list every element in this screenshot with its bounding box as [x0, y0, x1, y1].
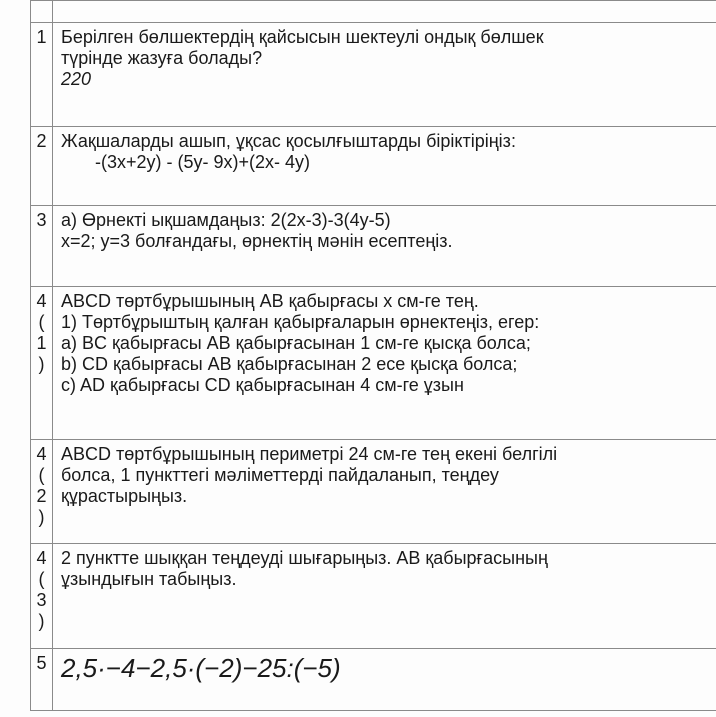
task-line: ABCD төртбұрышының AB қабырғасы x см-ге тең. [61, 291, 479, 311]
task-number: 2 [31, 127, 53, 206]
task-line: 2 пунктте шыққан теңдеуді шығарыңыз. AB қабырғасының [61, 548, 548, 568]
task-number: 4 ( 3 ) [31, 544, 53, 649]
table-row [31, 440, 716, 544]
task-table [30, 0, 716, 711]
task-line: c) AD қабырғасы CD қабырғасынан 4 см-ге ұзын [61, 375, 464, 395]
task-text [53, 206, 716, 287]
task-line: x=2; y=3 болғандағы, өрнектің мәнін есептеңіз. [61, 231, 453, 251]
table-row [31, 287, 716, 440]
task-line: Жақшаларды ашып, ұқсас қосылғыштарды біріктіріңіз: [61, 131, 516, 151]
task-line: ұзындығын табыңыз. [61, 569, 237, 589]
left-margin [0, 0, 30, 717]
task-text [53, 544, 716, 649]
task-line: түрінде жазуға болады? [61, 48, 263, 68]
table-header-row [31, 1, 716, 23]
task-line: а) BC қабырғасы AB қабырғасынан 1 см-ге қысқа болса; [61, 333, 531, 353]
table-row [31, 23, 716, 127]
header-content-cell [53, 1, 716, 23]
table-row [31, 649, 716, 711]
table-row [31, 127, 716, 206]
task-expression: -(3x+2y) - (5y- 9x)+(2x- 4y) [95, 152, 311, 172]
task-line: құрастырыңыз. [61, 486, 188, 506]
task-line: 1) Төртбұрыштың қалған қабырғаларын өрнектеңіз, егер: [61, 312, 540, 332]
task-number: 3 [31, 206, 53, 287]
task-number: 1 [31, 23, 53, 127]
arithmetic-expression: 2,5·−4−2,5·(−2)−25:(−5) [61, 653, 341, 683]
task-number: 5 [31, 649, 53, 711]
task-text [53, 440, 716, 544]
task-line: b) CD қабырғасы AB қабырғасынан 2 есе қысқа болса; [61, 354, 518, 374]
header-number-cell [31, 1, 53, 23]
task-text [53, 649, 716, 711]
task-text [53, 127, 716, 206]
task-text [53, 23, 716, 127]
task-number: 4 ( 1 ) [31, 287, 53, 440]
task-line: Берілген бөлшектердің қайсысын шектеулі ондық бөлшек [61, 27, 544, 47]
table-row [31, 544, 716, 649]
fraction-value: 220 [61, 69, 92, 89]
task-line: болса, 1 пункттегі мәліметтерді пайдаланып, теңдеу [61, 465, 499, 485]
task-number: 4 ( 2 ) [31, 440, 53, 544]
task-line: ABCD төртбұрышының периметрі 24 см-ге тең екені белгілі [61, 444, 558, 464]
task-line: а) Өрнекті ықшамдаңыз: 2(2x-3)-3(4y-5) [61, 210, 391, 230]
task-text [53, 287, 716, 440]
table-row [31, 206, 716, 287]
